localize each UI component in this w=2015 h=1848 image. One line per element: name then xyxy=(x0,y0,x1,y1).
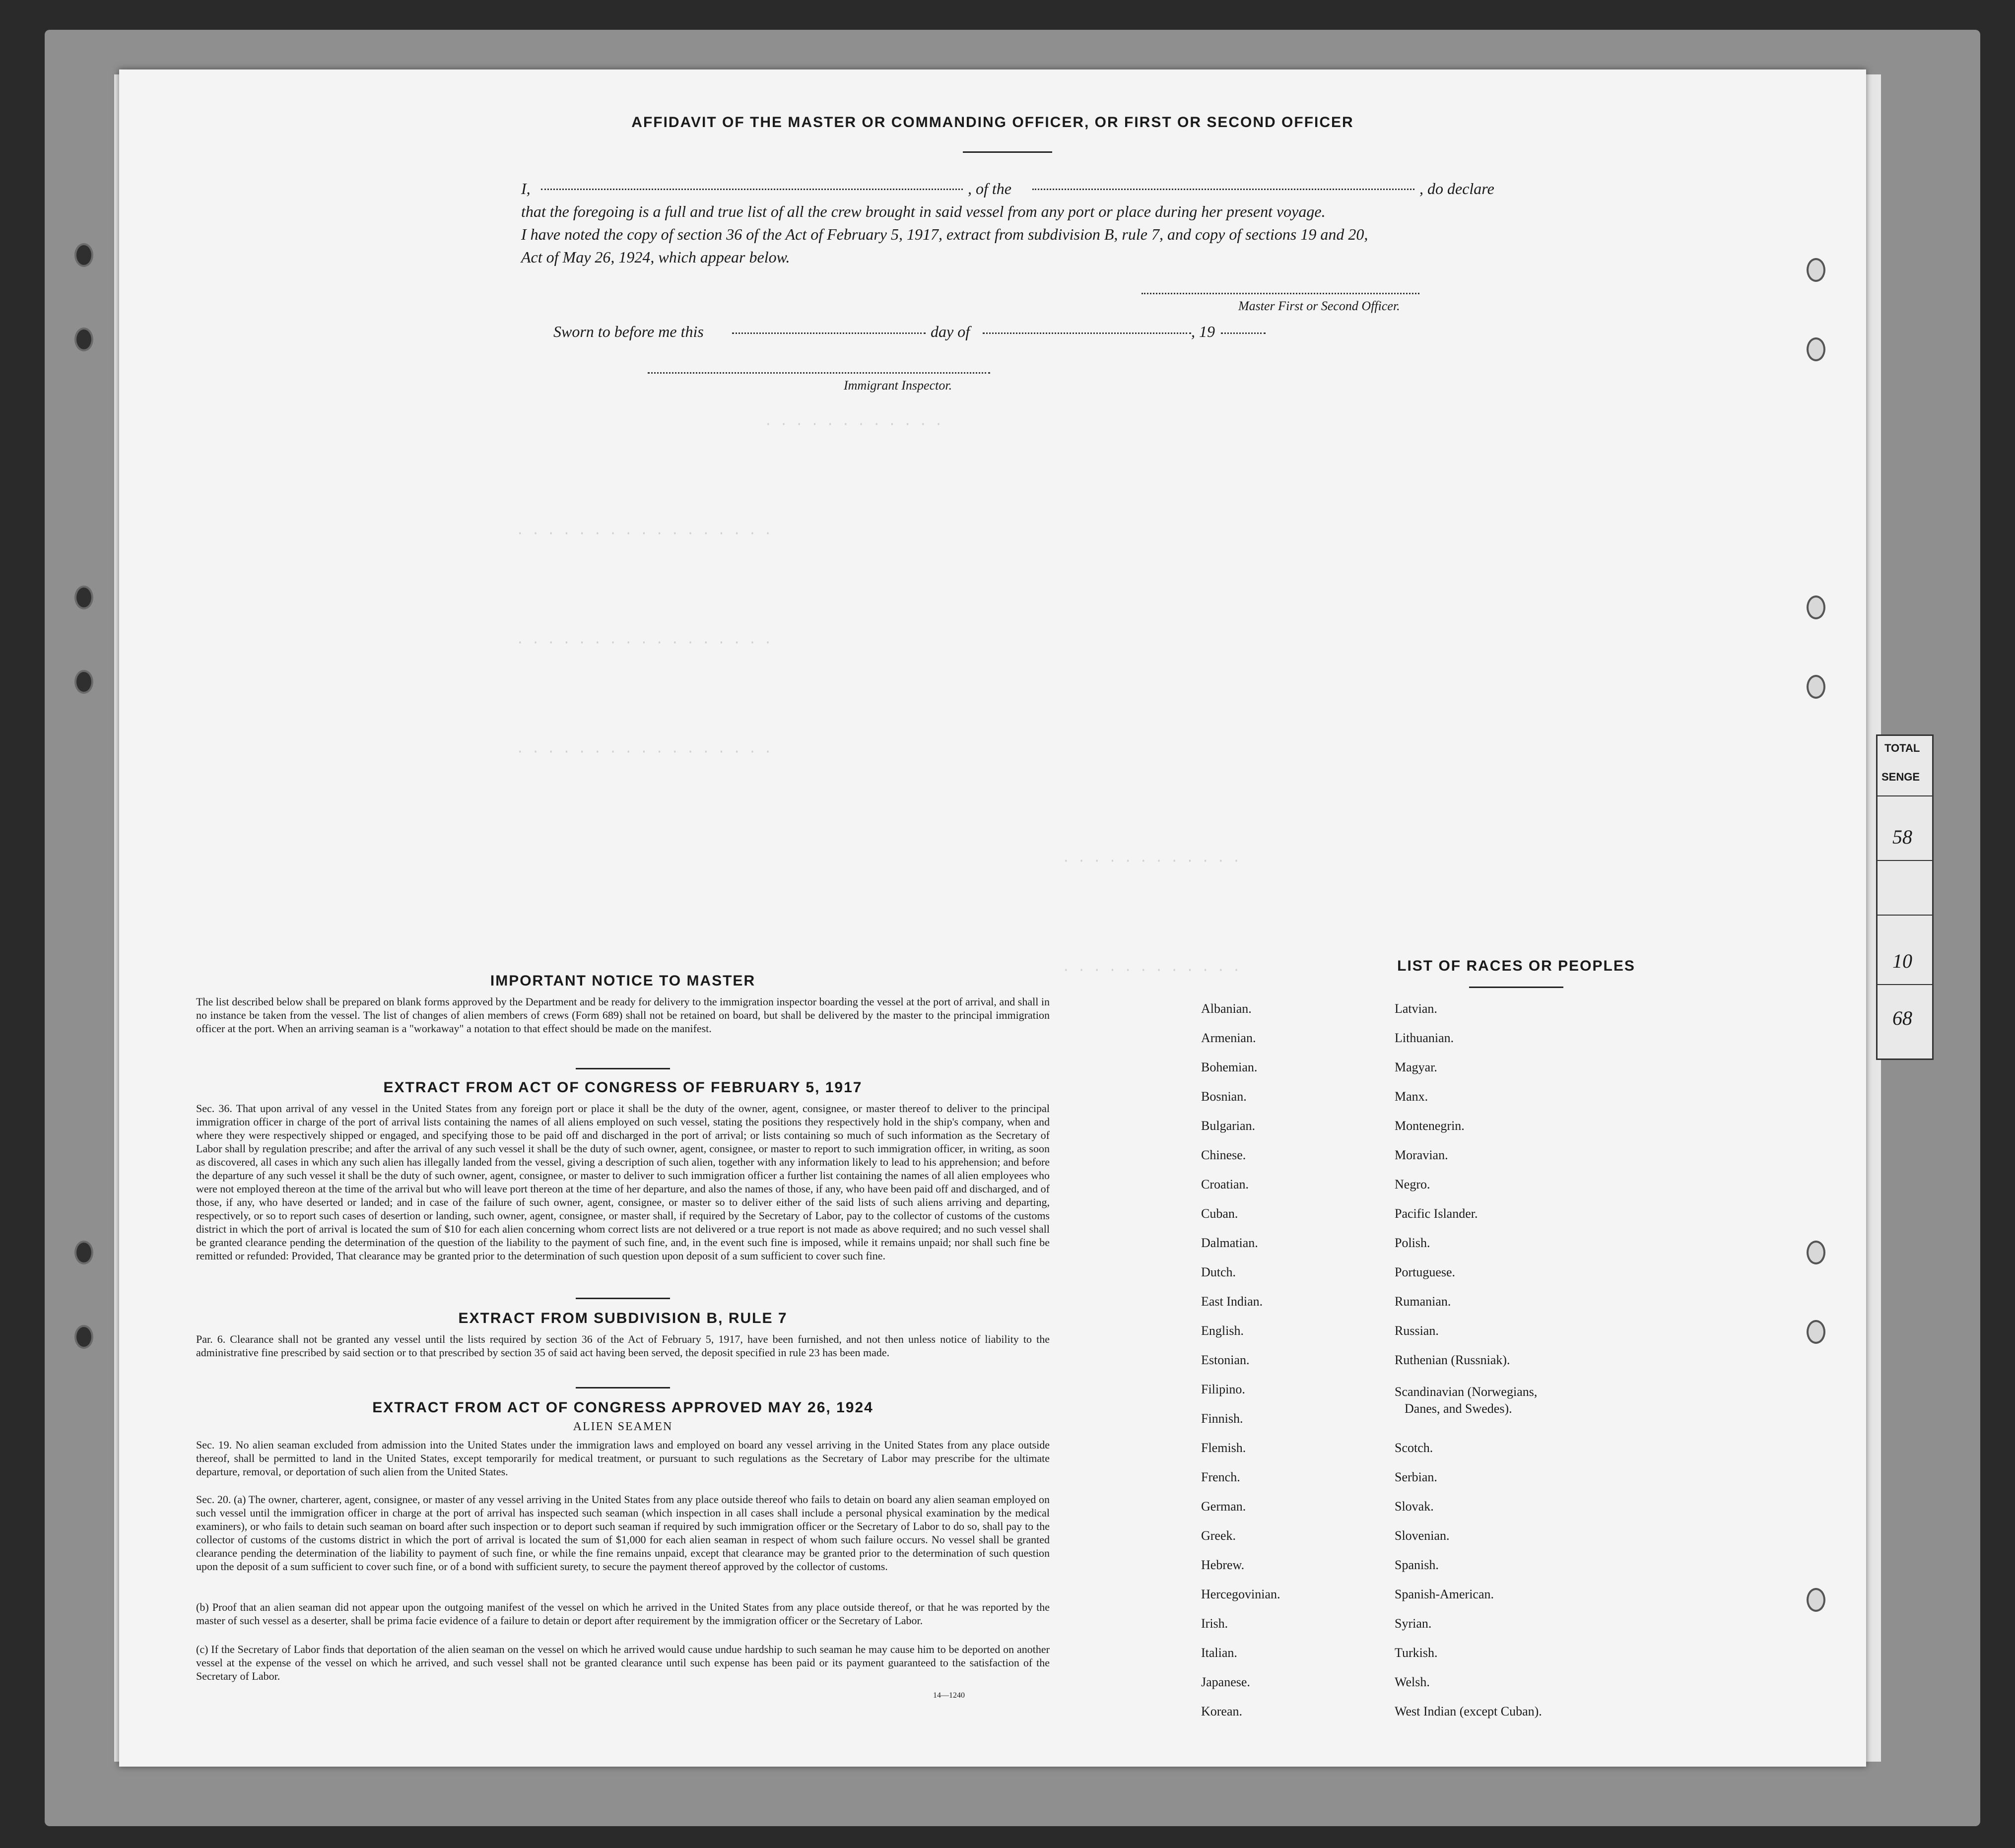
race-item: Albanian. xyxy=(1201,1001,1252,1016)
year-label: , 19 xyxy=(1191,323,1215,340)
binder-hole xyxy=(74,586,93,609)
extract-1924-sec20b: (b) Proof that an alien seaman did not appear upon the outgoing manifest of the vessel on which he arrived in the United States from any place outside thereof, or that he was reported by the master of such vessel as a deserter, shall be prima facie evidence of a failure to detain or deport after requirement by the immigration officer or the Secretary of Labor. xyxy=(196,1601,1050,1627)
punch-hole xyxy=(1807,1320,1825,1344)
race-item: Montenegrin. xyxy=(1395,1119,1465,1133)
race-item: Slovenian. xyxy=(1395,1528,1450,1543)
sworn-month-field[interactable] xyxy=(983,332,1191,334)
race-item: Polish. xyxy=(1395,1236,1430,1250)
extract-1924-sec20a: Sec. 20. (a) The owner, charterer, agent, consignee, or master of any vessel arriving in the United States from any place outside thereof who fails to detain on board any alien seaman employed on such vessel until the immigration officer in charge at the port of arrival has inspected such seaman (which inspection in all cases shall include a personal physical examination by the medical examiners), or who fails to detain such seaman on board after such inspection or to deport such seaman if required by such immigration officer or the Secretary of Labor to do so, shall pay to the collector of customs of the customs district in which the port of arrival is located the sum of $1,000 for each alien seaman in respect of whom such failure occurs. No vessel shall be granted clearance pending the determination of the liability to payment of such fine, or while the fine remains unpaid, except that clearance may be granted prior to the determination of such question upon the deposit of a sum sufficient to cover such fine, or of a bond with sufficient surety, to secure the payment thereof approved by the collector of customs. xyxy=(196,1493,1050,1573)
vessel-name-field[interactable] xyxy=(1032,189,1414,190)
race-item: Slovak. xyxy=(1395,1499,1434,1514)
tally-value: 58 xyxy=(1892,826,1912,848)
race-item: Magyar. xyxy=(1395,1060,1437,1074)
day-of-label: day of xyxy=(931,323,970,340)
race-item: Serbian. xyxy=(1395,1470,1437,1484)
race-item: Scotch. xyxy=(1395,1441,1433,1455)
form-number: 14—1240 xyxy=(933,1691,965,1700)
race-item: English. xyxy=(1201,1323,1244,1338)
notice-title: IMPORTANT NOTICE TO MASTER xyxy=(490,973,756,989)
race-item: Spanish. xyxy=(1395,1558,1439,1572)
extract-rule7-title: EXTRACT FROM SUBDIVISION B, RULE 7 xyxy=(458,1310,788,1326)
race-item: Spanish-American. xyxy=(1395,1587,1494,1601)
punch-hole xyxy=(1807,337,1825,361)
punch-hole xyxy=(1807,595,1825,619)
race-item: German. xyxy=(1201,1499,1246,1514)
affidavit-statement: I have noted the copy of section 36 of the Act of February 5, 1917, extract from subdivision B, rule 7, and copy of sections 19 and 20, xyxy=(521,225,1368,243)
race-item: Pacific Islander. xyxy=(1395,1206,1478,1221)
affidavit-declarant-label: I, xyxy=(521,180,531,198)
race-item: Italian. xyxy=(1201,1646,1237,1660)
race-item: Japanese. xyxy=(1201,1675,1250,1689)
binder-hole xyxy=(74,243,93,267)
punch-hole xyxy=(1807,1241,1825,1264)
race-item: Finnish. xyxy=(1201,1411,1243,1426)
sworn-label: Sworn to before me this xyxy=(553,323,704,340)
inspector-signature-field[interactable] xyxy=(648,372,990,374)
race-item: Syrian. xyxy=(1395,1616,1432,1631)
binder-hole xyxy=(74,1325,93,1349)
passenger-total-tally xyxy=(1876,734,1934,1060)
extract-1917-text: Sec. 36. That upon arrival of any vessel in the United States from any foreign port or place it shall be the duty of the owner, agent, consignee, or master thereof to deliver to the principal immigration officer in charge of the port of arrival lists containing the names of all aliens employed on such vessel, stating the positions they respectively hold in the ship's company, when and where they were respectively shipped or engaged, and specifying those to be paid off and discharged in the port of arrival; or lists containing so much of such information as the Secretary of Labor shall by regulation prescribe; and after the arrival of any such vessel it shall be the duty of such owner, agent, consignee, or master to report to such immigration officer, in writing, as soon as discovered, all cases in which any such alien has illegally landed from the vessel, giving a description of such alien, together with any information likely to lead to his apprehension; and before the departure of any such vessel it shall be the duty of such owner, agent, consignee, or master to deliver to such immigration officer a further list containing the names of all alien employees who were not employed thereon at the time of the arrival but who will leave port thereon at the time of her departure, and also the names of those, if any, who have been paid off and discharged, and of those, if any, who have deserted or landed; and in case of the failure of such owner, agent, consignee, or master so to deliver either of the said lists of such aliens arriving and departing, respectively, or so to report such cases of desertion or landing, such owner, agent, consignee, or master shall, if required by the Secretary of Labor, pay to the collector of customs of the customs district in which the port of arrival is located the sum of $10 for each alien concerning whom correct lists are not delivered or a true report is not made as above required; and no such vessel shall be granted clearance pending the determination of the question of the liability to the payment of such fine, and, in the event such fine is imposed, while it remains unpaid; nor shall such fine be remitted or refunded: Provided, That clearance may be granted prior to the determination of such question upon deposit of a sum sufficient to cover such fine. xyxy=(196,1102,1050,1262)
race-item: French. xyxy=(1201,1470,1240,1484)
punch-hole xyxy=(1807,675,1825,699)
race-item: Estonian. xyxy=(1201,1353,1250,1367)
race-item: Portuguese. xyxy=(1395,1265,1456,1279)
punch-hole xyxy=(1807,1588,1825,1612)
race-item: Moravian. xyxy=(1395,1148,1448,1162)
notice-text: The list described below shall be prepared on blank forms approved by the Department and be ready for delivery to the immigration inspector boarding the vessel at the port of arrival, and shall in no instance be taken from the vessel. The list of changes of alien members of crews (Form 689) shall not be retained on board, but shall be delivered by the master to the principal immigration officer at the port. When an arriving seaman is a "workaway" a notation to that effect should be made on the manifest. xyxy=(196,995,1050,1035)
tally-value: 10 xyxy=(1892,950,1912,972)
race-item: Manx. xyxy=(1395,1089,1428,1104)
affidavit-of-the-label: , of the xyxy=(968,180,1011,198)
race-item: Greek. xyxy=(1201,1528,1236,1543)
affidavit-page: · · · · · · · · · · · · · · · · · · · · · · · · · · · · · · · · · · · · · · · · · · · · · · · · · · · · · · · · · · · · · · · · · · · · · · · · · · · · · · · · · · · · · · · AFFIDAVIT OF THE MASTER OR COMMANDING OFFICER, OR FIRST OR SECOND OFFICER I, , of the , do declare that the foregoing is a full and true list of all the crew brought in said vessel from any port or place during her present voyage. I have noted the copy of section 36 of the Act of February 5, 1917, extract from subdivision B, rule 7, and copy of sections 19 and 20, Act of May 26, 1924, which appear below. Master First or Second Officer. Sworn to before me this day of , 19 Immigrant Inspector. IMPORTANT NOTICE TO MASTER The list described below shall be prepared on blank forms approved by the Department and be ready for delivery to the immigration inspector boarding the vessel at the port of arrival, and shall in no instance be taken from the vessel. The list of changes of alien members of crews (Form 689) shall not be retained on board, but shall be delivered by the master to the principal immigration officer at the port. When an arriving seaman is a "workaway" a notation to that effect should be made on the manifest. EXTRACT FROM ACT OF CONGRESS OF FEBRUARY 5, 1917 Sec. 36. That upon arrival of any vessel in the United States from any foreign port or place it shall be the duty of the owner, agent, consignee, or master thereof to deliver to the principal immigration officer in charge of the port of arrival lists containing the names of all aliens employed on such vessel, stating the positions they respectively hold in the ship's company, when and where they were respectively shipped or engaged, and specifying those to be paid off and discharged in the port of arrival; or lists containing so much of such information as the Secretary of Labor shall by regulation prescribe; and after the arrival of any such vessel it shall be the duty of such owner, agent, consignee, or master to report to such immigration officer, in writing, as soon as discovered, all cases in which any such alien has illegally landed from the vessel, giving a description of such alien, together with any information likely to lead to his apprehension; and before the departure of any such vessel it shall be the duty of such owner, agent, consignee, or master to deliver to such immigration officer a further list containing the names of all alien employees who were not employed thereon at the time of the arrival but who will leave port thereon at the time of her departure, and also the names of those, if any, who have been paid off and discharged, and of those, if any, who have deserted or landed; and in case of the failure of such owner, agent, consignee, or master so to deliver either of the said lists of such aliens arriving and departing, respectively, or so to report such cases of desertion or landing, such owner, agent, consignee, or master shall, if required by the Secretary of Labor, pay to the collector of customs of the customs district in which the port of arrival is located the sum of $10 for each alien concerning whom correct lists are not delivered or a true report is not made as above required; and no such vessel shall be granted clearance pending the determination of the question of the liability to the payment of such fine, and, in the event such fine is imposed, while it remains unpaid; nor shall such fine be remitted or refunded: Provided, That clearance may be granted prior to the determination of such question upon deposit of a sum sufficient to cover such fine. EXTRACT FROM SUBDIVISION B, RULE 7 Par. 6. Clearance shall not be granted any vessel until the lists required by section 36 of the Act of February 5, 1917, have been furnished, and not then unless notice of liability to the administrative fine prescribed by said section or to that prescribed by section 35 of said act having been served, the deposit specified in rule 23 has been made. EXTRACT FROM ACT OF CONGRESS APPROVED MAY 26, 1924 ALIEN SEAMEN Sec. 19. No alien seaman excluded from admission into the United States under the immigration laws and employed on board any vessel arriving in the United States from any place outside thereof, shall be permitted to land in the United States, except temporarily for medical treatment, or pursuant to such regulations as the Secretary of Labor may prescribe for the ultimate departure, removal, or deportation of such alien from the United States. Sec. 20. (a) The owner, charterer, agent, consignee, or master of any vessel arriving in the United States from any place outside thereof who fails to detain on board any alien seaman employed on such vessel until the immigration officer in charge at the port of arrival has inspected such seaman (which inspection in all cases shall include a personal physical examination by the medical examiners), or who fails to detain such seaman on board after such inspection or to deport such seaman if required by such immigration officer or the Secretary of Labor to do so, shall pay to the collector of customs of the customs district in which the port of arrival is located the sum of $1,000 for each alien seaman in respect of whom such failure occurs. No vessel shall be granted clearance pending the determination of the liability to payment of such fine, or while the fine remains unpaid, except that clearance may be granted prior to the determination of such question upon the deposit of a sum sufficient to cover such fine, or of a bond with sufficient surety, to secure the payment thereof approved by the collector of customs. (b) Proof that an alien seaman did not appear upon the outgoing manifest of the vessel on which he arrived in the United States from any place outside thereof, or that he was reported by the master of such vessel as a deserter, shall be prima facie evidence of a failure to detain or deport after requirement by the immigration officer or the Secretary of Labor. (c) If the Secretary of Labor finds that deportation of the alien seaman on the vessel on which he arrived would cause undue hardship to such seaman he may cause him to be deported on another vessel at the expense of the vessel on which he arrived, and such vessel shall not be granted clearance until such expense has been paid or its payment guaranteed to the satisfaction of the Secretary of Labor. 14—1240 LIST OF RACES OR PEOPLES Albanian. Armenian. Bohemian. Bosnian. Bulgarian. Chinese. Croatian. Cuban. Dalmatian. Dutch. East Indian. English. Estonian. Filipino. Finnish. Flemish. French. German. Greek. Hebrew. Hercegovinian. Irish. Italian. Japanese. Korean. Latvian. Lithuanian. Magyar. Manx. Montenegrin. Moravian. Negro. Pacific Islander. Polish. Portuguese. Rumanian. Russian. Ruthenian (Russniak). Scandinavian (Norwegians, Danes, and Swedes). Scotch. Serbian. Slovak. Slovenian. Spanish. Spanish-American. Syrian. Turkish. Welsh. West Indian (except Cuban). xyxy=(119,69,1866,1767)
race-item: Bosnian. xyxy=(1201,1089,1247,1104)
races-title: LIST OF RACES OR PEOPLES xyxy=(1397,958,1635,974)
tally-value: 68 xyxy=(1892,1007,1912,1029)
race-item: Bulgarian. xyxy=(1201,1119,1256,1133)
race-item: Croatian. xyxy=(1201,1177,1249,1191)
race-item: Hebrew. xyxy=(1201,1558,1245,1572)
race-item: Dalmatian. xyxy=(1201,1236,1258,1250)
race-item: Armenian. xyxy=(1201,1031,1256,1045)
race-item: Korean. xyxy=(1201,1704,1243,1718)
race-item: Rumanian. xyxy=(1395,1294,1451,1309)
inspector-label: Immigrant Inspector. xyxy=(844,378,952,393)
race-item: Dutch. xyxy=(1201,1265,1236,1279)
extract-1924-subtitle: ALIEN SEAMEN xyxy=(573,1420,673,1433)
declarant-name-field[interactable] xyxy=(541,189,963,190)
binder-hole xyxy=(74,670,93,694)
tally-label-total: TOTAL xyxy=(1884,742,1920,754)
race-item: East Indian. xyxy=(1201,1294,1263,1309)
race-item: Ruthenian (Russniak). xyxy=(1395,1353,1510,1367)
race-item: Turkish. xyxy=(1395,1646,1438,1660)
race-item: Latvian. xyxy=(1395,1001,1437,1016)
binder-hole xyxy=(74,328,93,351)
extract-rule7-text: Par. 6. Clearance shall not be granted any vessel until the lists required by section 36 of the Act of February 5, 1917, have been furnished, and not then unless notice of liability to the administrative fine prescribed by said section or to that prescribed by section 35 of said act having been served, the deposit specified in rule 23 has been made. xyxy=(196,1333,1050,1359)
punch-hole xyxy=(1807,258,1825,282)
divider xyxy=(1469,987,1563,988)
race-item: Negro. xyxy=(1395,1177,1430,1191)
extract-1924-sec20c: (c) If the Secretary of Labor finds that deportation of the alien seaman on the vessel on which he arrived would cause undue hardship to such seaman he may cause him to be deported on another vessel at the expense of the vessel on which he arrived, and such vessel shall not be granted clearance until such expense has been paid or its payment guaranteed to the satisfaction of the Secretary of Labor. xyxy=(196,1643,1050,1682)
race-item: Russian. xyxy=(1395,1323,1439,1338)
affidavit-statement: that the foregoing is a full and true list of all the crew brought in said vessel from any port or place during her present voyage. xyxy=(521,202,1326,220)
divider xyxy=(576,1068,670,1069)
race-item: Hercegovinian. xyxy=(1201,1587,1280,1601)
race-item: Bohemian. xyxy=(1201,1060,1258,1074)
race-item: Chinese. xyxy=(1201,1148,1246,1162)
extract-1917-title: EXTRACT FROM ACT OF CONGRESS OF FEBRUARY 5, 1917 xyxy=(383,1079,863,1096)
master-signature-label: Master First or Second Officer. xyxy=(1238,299,1400,313)
affidavit-title: AFFIDAVIT OF THE MASTER OR COMMANDING OFFICER, OR FIRST OR SECOND OFFICER xyxy=(631,114,1354,131)
race-item: West Indian (except Cuban). xyxy=(1395,1704,1542,1718)
extract-1924-sec19: Sec. 19. No alien seaman excluded from admission into the United States under the immigration laws and employed on board any vessel arriving in the United States from any place outside thereof, shall be permitted to land in the United States, except temporarily for medical treatment, or pursuant to such regulations as the Secretary of Labor may prescribe for the ultimate departure, removal, or deportation of such alien from the United States. xyxy=(196,1439,1050,1478)
master-signature-field[interactable] xyxy=(1142,293,1419,294)
divider xyxy=(576,1298,670,1299)
sworn-day-field[interactable] xyxy=(732,332,926,334)
race-item: Danes, and Swedes). xyxy=(1405,1401,1512,1416)
divider xyxy=(963,151,1052,153)
race-item: Flemish. xyxy=(1201,1441,1246,1455)
sworn-year-field[interactable] xyxy=(1221,332,1266,334)
extract-1924-title: EXTRACT FROM ACT OF CONGRESS APPROVED MAY 26, 1924 xyxy=(372,1399,873,1416)
race-item: Welsh. xyxy=(1395,1675,1430,1689)
binder-hole xyxy=(74,1241,93,1264)
race-item: Irish. xyxy=(1201,1616,1228,1631)
race-item: Lithuanian. xyxy=(1395,1031,1454,1045)
race-item: Scandinavian (Norwegians, xyxy=(1395,1385,1538,1399)
race-item: Cuban. xyxy=(1201,1206,1238,1221)
affidavit-statement: Act of May 26, 1924, which appear below. xyxy=(521,248,790,266)
divider xyxy=(576,1387,670,1388)
race-item: Filipino. xyxy=(1201,1382,1245,1396)
affidavit-declare-label: , do declare xyxy=(1419,180,1494,198)
tally-label-passengers: SENGE xyxy=(1881,771,1920,783)
